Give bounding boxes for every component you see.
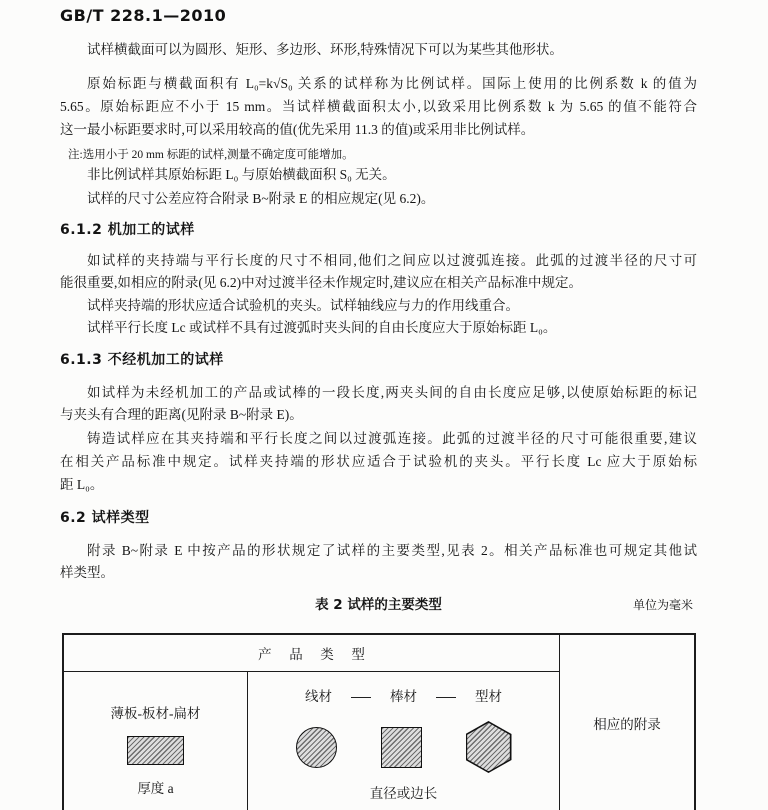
appendix-column-cell [559, 635, 694, 810]
long-products-dimension: 直径或边长 [369, 786, 438, 801]
body-line: 这一最小标距要求时,可以采用较高的值(优先采用 11.3 的值)或采用非比例试样。 [60, 122, 535, 137]
body-line: 试样的尺寸公差应符合附录 B~附录 E 的相应规定(见 6.2)。 [87, 191, 435, 206]
body-line: 试样平行长度 Lc 或试样不具有过渡弧时夹头间的自由长度应大于原始标距 L₀。 [87, 320, 557, 335]
body-line: 距 L₀。 [60, 477, 104, 492]
body-line: 能很重要,如相应的附录(见 6.2)中对过渡半径未作规定时,建议应在相关产品标准中规定。 [60, 275, 582, 290]
round-specimen-shape [296, 727, 337, 768]
product-type-header-cell [64, 635, 559, 672]
section-heading-6-1-3: 6.1.3 不经机加工的试样 [60, 352, 224, 368]
body-line: 与夹头有合理的距离(见附录 B~附录 E)。 [60, 407, 303, 422]
table-caption-row [60, 595, 697, 615]
body-line: 试样横截面可以为圆形、矩形、多边形、环形,特殊情况下可以为某些其他形状。 [87, 42, 563, 57]
body-line: 原始标距与横截面积有 L₀=k√S₀ 关系的试样称为比例试样。国际上使用的比例系数 k 的值为 [87, 76, 697, 91]
connector-dash [436, 697, 456, 698]
flat-products-dimension: 厚度 a [137, 781, 174, 796]
body-line: 样类型。 [60, 565, 114, 580]
body-line: 5.65。原始标距应不小于 15 mm。当试样横截面积太小,以致采用比例系数 k 为 5.65 的值不能符合 [60, 99, 697, 114]
unit-note: 单位为毫米 [632, 598, 693, 612]
page-content [60, 0, 697, 810]
section-heading-6-2: 6.2 试样类型 [60, 510, 150, 526]
hexagon-specimen-shape [466, 721, 512, 773]
flat-products-cell [64, 672, 248, 810]
body-line: 试样夹持端的形状应适合试验机的夹头。试样轴线应与力的作用线重合。 [87, 298, 519, 313]
flat-specimen-shape [127, 736, 184, 765]
product-type-header-label: 产品类型 [258, 647, 383, 662]
body-line: 在相关产品标准中规定。试样夹持端的形状应适合于试验机的夹头。平行长度 Lc 应大于原始标 [60, 454, 697, 469]
note-line: 注:选用小于 20 mm 标距的试样,测量不确定度可能增加。 [68, 149, 354, 161]
body-line: 铸造试样应在其夹持端和平行长度之间以过渡弧连接。此弧的过渡半径的尺寸可能很重要,建议 [87, 431, 697, 446]
long-products-shapes [296, 721, 512, 773]
flat-products-label: 薄板-板材-扁材 [110, 706, 201, 721]
square-specimen-shape [381, 727, 422, 768]
table-2 [62, 633, 696, 810]
body-line: 非比例试样其原始标距 L₀ 与原始横截面积 S₀ 无关。 [87, 167, 396, 182]
body-line: 如试样为未经机加工的产品或试棒的一段长度,两夹头间的自由长度应足够,以使原始标距的标记 [87, 385, 697, 400]
profile-label: 型材 [475, 689, 502, 704]
table-caption: 表 2 试样的主要类型 [315, 597, 442, 613]
bar-label: 棒材 [390, 689, 417, 704]
hexagon-specimen-fill [467, 723, 510, 772]
wire-label: 线材 [305, 689, 332, 704]
standard-number: GB/T 228.1—2010 [60, 6, 227, 25]
long-products-labels [305, 689, 502, 705]
long-products-cell [248, 672, 559, 810]
connector-dash [351, 697, 371, 698]
appendix-column-label: 相应的附录 [593, 716, 661, 732]
section-heading-6-1-2: 6.1.2 机加工的试样 [60, 222, 195, 238]
body-line: 如试样的夹持端与平行长度的尺寸不相同,他们之间应以过渡弧连接。此弧的过渡半径的尺寸可 [87, 253, 697, 268]
body-line: 附录 B~附录 E 中按产品的形状规定了试样的主要类型,见表 2。相关产品标准也可规定其他试 [87, 543, 697, 558]
